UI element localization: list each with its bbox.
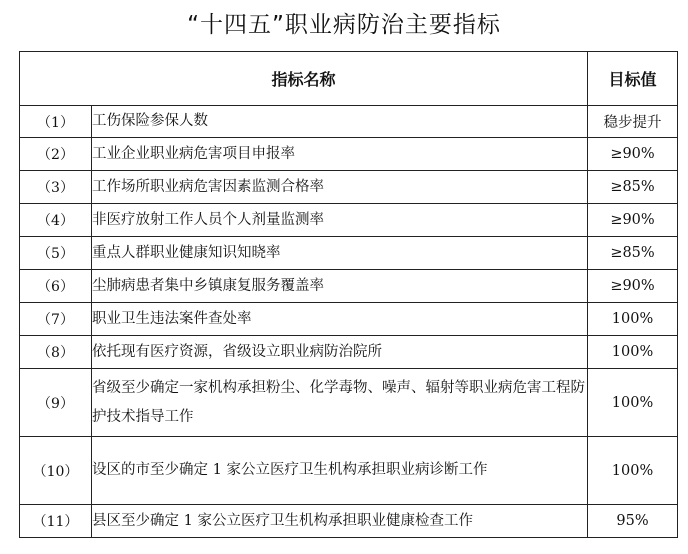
table-row bbox=[20, 106, 678, 138]
target-value: ≥85% bbox=[588, 237, 678, 270]
target-value-header: 目标值 bbox=[588, 52, 678, 106]
indicator-name: 设区的市至少确定 1 家公立医疗卫生机构承担职业病诊断工作 bbox=[92, 437, 588, 505]
indicator-name-header: 指标名称 bbox=[20, 52, 588, 106]
table-row bbox=[20, 369, 678, 437]
indicator-name: 工业企业职业病危害项目申报率 bbox=[92, 138, 588, 171]
table-row bbox=[20, 270, 678, 303]
table-row bbox=[20, 303, 678, 336]
target-value: 95% bbox=[588, 505, 678, 538]
row-index: （6） bbox=[20, 270, 92, 303]
table-row bbox=[20, 336, 678, 369]
indicator-name: 县区至少确定 1 家公立医疗卫生机构承担职业健康检查工作 bbox=[92, 505, 588, 538]
indicators-table bbox=[19, 51, 678, 538]
target-value: 100% bbox=[588, 369, 678, 437]
table-row bbox=[20, 237, 678, 270]
row-index: （4） bbox=[20, 204, 92, 237]
indicator-name: 非医疗放射工作人员个人剂量监测率 bbox=[92, 204, 588, 237]
target-value: ≥90% bbox=[588, 138, 678, 171]
indicator-name: 工作场所职业病危害因素监测合格率 bbox=[92, 171, 588, 204]
table-row bbox=[20, 437, 678, 505]
row-index: （8） bbox=[20, 336, 92, 369]
target-value: 100% bbox=[588, 437, 678, 505]
indicator-name: 工伤保险参保人数 bbox=[92, 106, 588, 138]
row-index: （2） bbox=[20, 138, 92, 171]
table-row bbox=[20, 204, 678, 237]
indicator-name: 尘肺病患者集中乡镇康复服务覆盖率 bbox=[92, 270, 588, 303]
target-value: ≥90% bbox=[588, 204, 678, 237]
page-title: “十四五”职业病防治主要指标 bbox=[187, 12, 501, 38]
indicator-name: 依托现有医疗资源，省级设立职业病防治院所 bbox=[92, 336, 588, 369]
table-row bbox=[20, 505, 678, 538]
row-index: （5） bbox=[20, 237, 92, 270]
indicator-name: 职业卫生违法案件查处率 bbox=[92, 303, 588, 336]
row-index: （11） bbox=[20, 505, 92, 538]
row-index: （3） bbox=[20, 171, 92, 204]
row-index: （10） bbox=[20, 437, 92, 505]
indicator-name: 重点人群职业健康知识知晓率 bbox=[92, 237, 588, 270]
target-value: ≥90% bbox=[588, 270, 678, 303]
row-index: （7） bbox=[20, 303, 92, 336]
target-value: 100% bbox=[588, 303, 678, 336]
target-value: 100% bbox=[588, 336, 678, 369]
table-row bbox=[20, 138, 678, 171]
row-index: （1） bbox=[20, 106, 92, 138]
table-row bbox=[20, 171, 678, 204]
table-header-row bbox=[20, 52, 678, 106]
target-value: ≥85% bbox=[588, 171, 678, 204]
indicator-name: 省级至少确定一家机构承担粉尘、化学毒物、噪声、辐射等职业病危害工程防护技术指导工作 bbox=[92, 369, 588, 437]
row-index: （9） bbox=[20, 369, 92, 437]
target-value: 稳步提升 bbox=[588, 106, 678, 138]
